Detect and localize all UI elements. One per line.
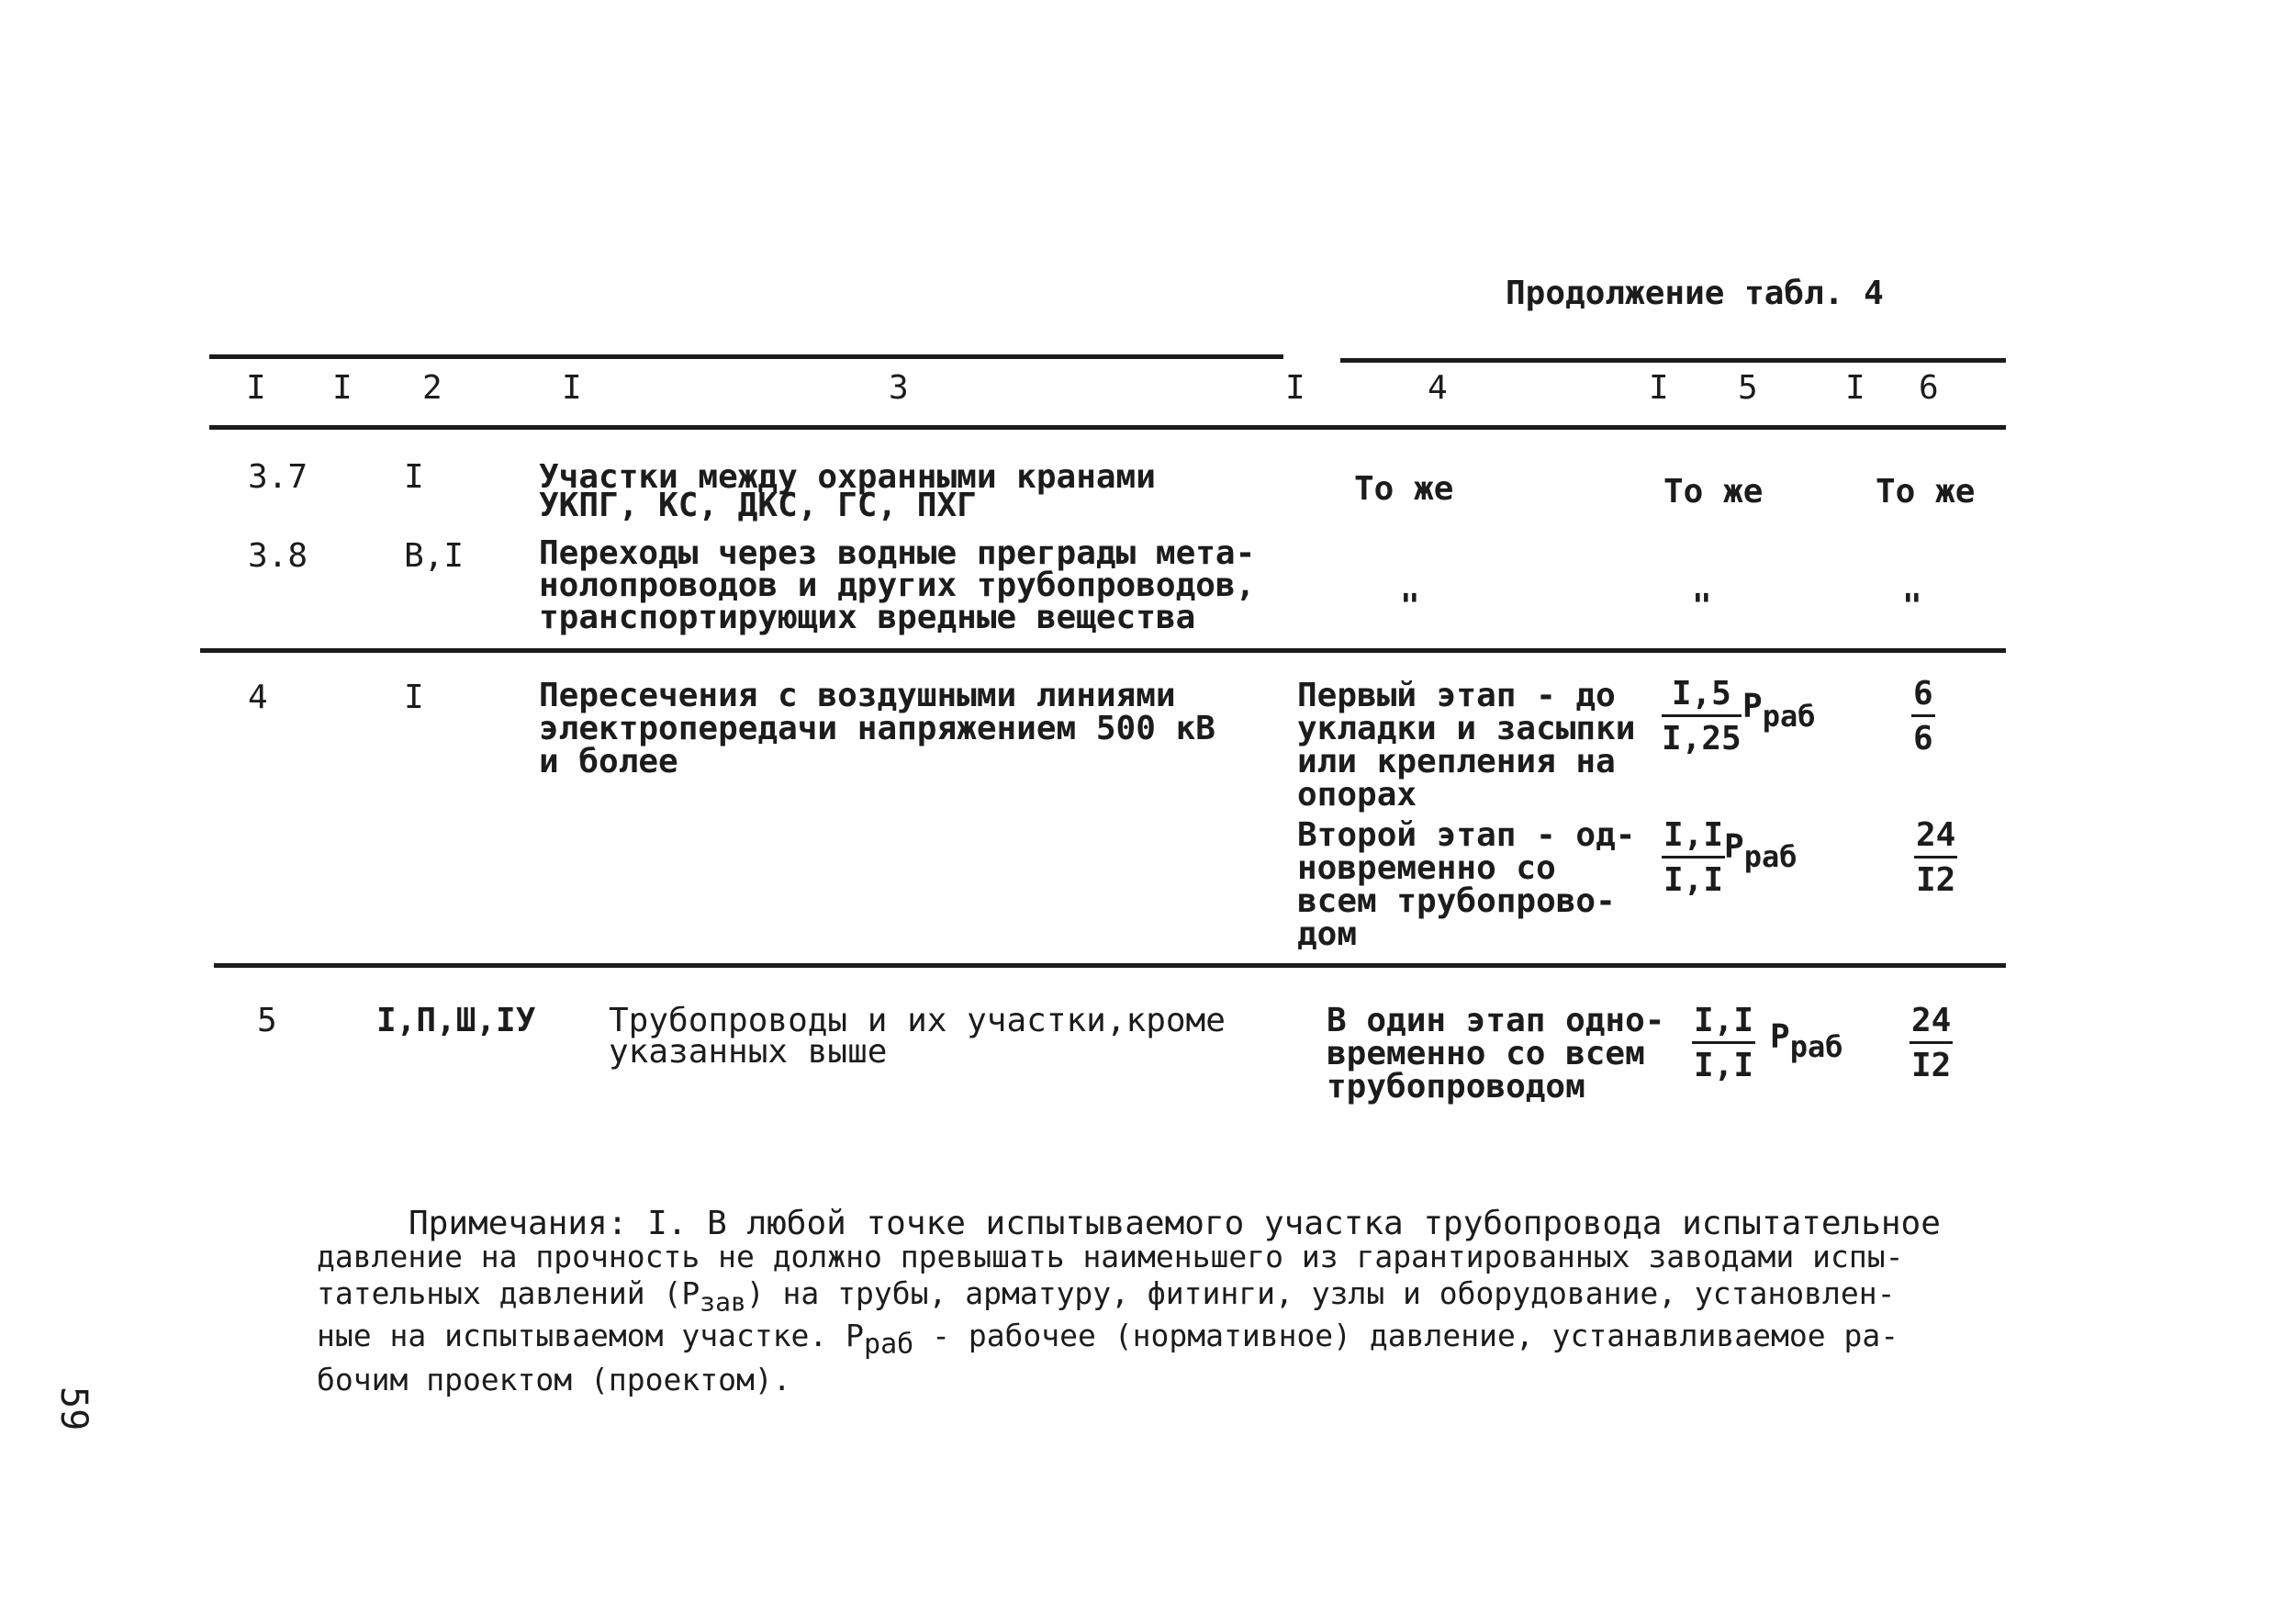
row-number: 3.7 (248, 458, 308, 496)
header-sep: I (332, 369, 353, 407)
header-sep: I (562, 369, 582, 407)
row-number: 4 (248, 679, 268, 716)
notes-line: давление на прочность не должно превышать наименьшего из гарантированных заводами испы- (317, 1239, 1904, 1274)
row-col4: То же (1354, 470, 1454, 508)
row-divider (214, 963, 2006, 968)
fraction-denominator: I,25 (1662, 720, 1742, 758)
pressure-fraction: $\frac{I,I}{I,I}$ (1694, 1002, 1754, 1084)
header-sep: I (1285, 369, 1305, 407)
row-col5: То же (1663, 473, 1764, 511)
row-description: электропередачи напряжением 500 кВ (539, 710, 1215, 747)
row-description: Участки между охранными кранами (539, 458, 1156, 496)
row-category: B,I (404, 537, 465, 575)
notes-line: тательных давлений $(P_{зав})$ на трубы, арматуру, фитинги, узлы и оборудование, установлен- (317, 1275, 1896, 1318)
row-description: Трубопроводы и их участки,кроме (609, 1002, 1226, 1039)
stage-1-text: или крепления на (1297, 743, 1616, 780)
stage-2-pressure-fraction: $\frac{I,I}{I,I}$ (1663, 816, 1724, 899)
row-col5-ditto: " (1692, 588, 1712, 625)
stage-2-text: новременно со (1297, 849, 1556, 887)
stage-1-text: опорах (1297, 776, 1417, 814)
header-sep: I (1845, 369, 1865, 407)
header-col-6: 6 (1919, 369, 1939, 407)
row-divider (200, 648, 2006, 653)
fraction-numerator: I,5 (1662, 678, 1742, 717)
table-top-rule-right (1340, 358, 2006, 363)
notes-line: ные на испытываемом участке. $P_{раб}$ - рабочее (нормативное) давление, устанавливаемое ра- (317, 1318, 1899, 1361)
hold-time: $\frac{24}{I2}$ (1911, 1002, 1952, 1084)
row-number: 3.8 (248, 537, 308, 575)
stage-2-text: Второй этап - од- (1297, 816, 1636, 854)
stage-text: временно со всем (1327, 1035, 1645, 1072)
notes-line: Примечания: I. В любой точке испытываемого участка трубопровода испытательное (409, 1205, 1941, 1242)
table-continuation-label: Продолжение табл. 4 (1506, 275, 1884, 312)
table-top-rule-left (209, 354, 1283, 359)
stage-text: трубопроводом (1327, 1068, 1585, 1106)
stage-2-hold-time: $\frac{24}{I2}$ (1916, 816, 1956, 899)
row-category: I,П,Ш,IУ (376, 1002, 536, 1039)
stage-1-hold-time: $\frac{6}{6}$ (1913, 675, 1933, 758)
stage-2-pressure-symbol: $P_{раб}$ (1724, 828, 1798, 874)
row-description: и более (539, 743, 678, 780)
header-col-2: 2 (422, 369, 442, 407)
row-description: УКПГ, КС, ДКС, ГС, ПХГ (539, 487, 977, 524)
page-number: 59 (52, 1386, 95, 1431)
header-col-3: 3 (889, 369, 909, 407)
row-description: Пересечения с воздушными линиями (539, 677, 1176, 714)
row-category: I (404, 458, 424, 496)
row-description: Переходы через водные преграды мета- (539, 534, 1256, 572)
stage-1-pressure-fraction (1662, 675, 1742, 758)
header-col-4: 4 (1428, 369, 1448, 407)
row-description: указанных выше (609, 1033, 888, 1071)
stage-1-pressure-symbol: $P_{раб}$ (1742, 688, 1816, 734)
stage-2-text: всем трубопрово- (1297, 882, 1616, 920)
row-col4-ditto: " (1400, 588, 1420, 625)
header-col-5: 5 (1738, 369, 1758, 407)
header-col-1: I (246, 369, 266, 407)
notes-line: бочим проектом (проектом). (317, 1362, 791, 1397)
stage-text: В один этап одно- (1327, 1002, 1665, 1039)
header-sep: I (1649, 369, 1669, 407)
header-bottom-rule (209, 425, 2006, 430)
stage-1-text: Первый этап - до (1297, 677, 1616, 714)
row-col6-ditto: " (1902, 588, 1922, 625)
pressure-symbol: $P_{раб}$ (1770, 1018, 1843, 1064)
row-col6: То же (1876, 473, 1976, 511)
row-category: I (404, 679, 424, 716)
stage-2-text: дом (1297, 915, 1358, 953)
row-number: 5 (257, 1002, 277, 1039)
row-description: транспортирующих вредные вещества (539, 599, 1196, 636)
row-description: нолопроводов и других трубопроводов, (539, 567, 1256, 604)
stage-1-text: укладки и засыпки (1297, 710, 1636, 747)
